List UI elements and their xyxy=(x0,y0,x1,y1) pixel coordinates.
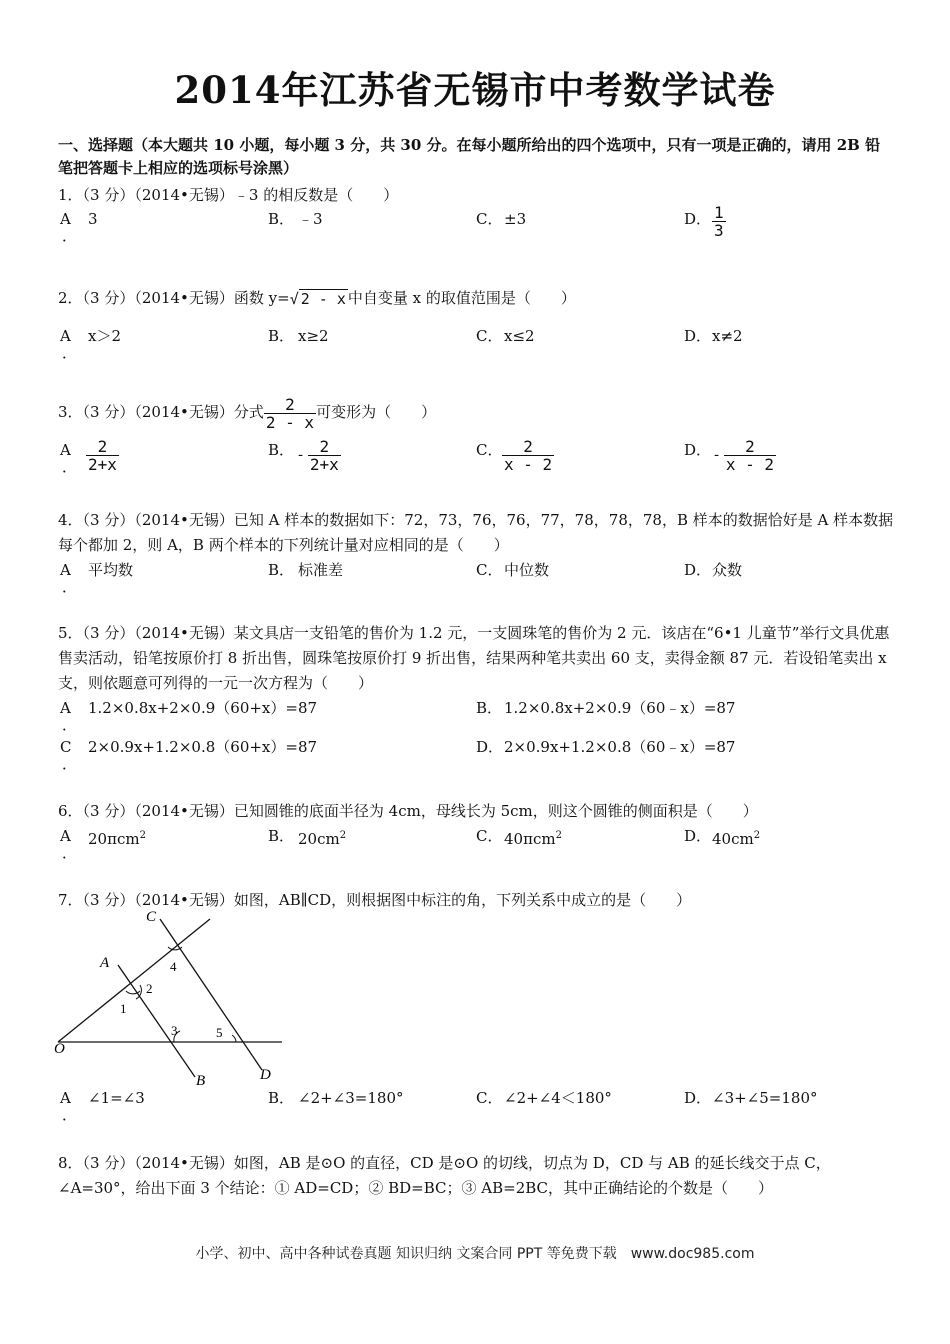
fraction: $\frac{1}{3}$ xyxy=(714,203,724,240)
q1-option-d xyxy=(712,204,726,239)
line-ab xyxy=(118,965,195,1077)
q3-option-b: - $\frac{2}{2+x}$ xyxy=(298,437,339,474)
option-letter-a: A xyxy=(60,210,71,228)
label-b: B xyxy=(196,1073,206,1087)
q5-option-d: 2×0.9x+1.2×0.8（60﹣x）=87 xyxy=(504,738,736,756)
question-5-options-row-1: A ． 1.2×0.8x+2×0.9（60+x）=87 B． 1.2×0.8x+2×0.9（60﹣x）=87 xyxy=(58,696,894,740)
q1-option-c: ±3 xyxy=(504,210,527,228)
question-4-options: A ． 平均数 B． 标准差 C． 中位数 D． 众数 xyxy=(58,558,894,602)
angle-label-5: 5 xyxy=(216,1025,223,1040)
angle-arc-5 xyxy=(232,1035,236,1042)
q2-option-b: x≥2 xyxy=(298,327,329,345)
q1-option-a: 3 xyxy=(88,210,98,228)
line-oc xyxy=(58,919,210,1042)
q4-option-c: 中位数 xyxy=(504,561,550,579)
q6-option-b: $20cm^2$ xyxy=(298,830,347,848)
question-1-options xyxy=(58,203,894,251)
question-4-stem: 4．（3 分）（2014•无锡）已知 A 样本的数据如下：72，73，76，76，77，78，78，78，B 样本的数据恰好是 A 样本数据每个都加 2，则 A，B 两个样本的下列统计量对应相同的是（ ） xyxy=(58,511,894,554)
square-root: √ 2 - x xyxy=(289,289,346,308)
label-o: O xyxy=(54,1041,65,1057)
q5-option-b: 1.2×0.8x+2×0.9（60﹣x）=87 xyxy=(504,699,736,717)
q6-option-a: 20πcm$^2$ xyxy=(88,830,146,848)
q4-option-d: 众数 xyxy=(712,561,743,579)
angle-label-3: 3 xyxy=(171,1023,178,1038)
q7-option-b: ∠2+∠3=180° xyxy=(298,1089,404,1107)
q2-option-d: x≠2 xyxy=(712,327,743,345)
footer-text: 小学、初中、高中各种试卷真题 知识归纳 文案合同 PPT 等免费下载 www.doc985.com xyxy=(195,1246,755,1262)
angle-label-2: 2 xyxy=(146,981,153,996)
question-1-stem: 1．（3 分）（2014•无锡）﹣3 的相反数是（ ） xyxy=(58,186,399,204)
q3-option-a: $\frac{2}{2+x}$ xyxy=(88,437,117,474)
option-dot: ． xyxy=(62,227,78,245)
angle-label-4: 4 xyxy=(170,959,177,974)
question-2-stem: 2．（3 分）（2014•无锡）函数 y=√ 2 - x 中自变量 x 的取值范围是（ ） xyxy=(58,286,894,312)
q2-option-c: x≤2 xyxy=(504,327,535,345)
q7-option-d: ∠3+∠5=180° xyxy=(712,1089,818,1107)
question-3-stem: 3．（3 分）（2014•无锡）分式 $\frac{2}{2 - x}$ 可变形为（ ） xyxy=(58,394,437,432)
q6-option-d: $40cm^2$ xyxy=(712,830,761,848)
q7-option-c: ∠2+∠4＜180° xyxy=(504,1089,612,1107)
question-8-stem: 8．（3 分）（2014•无锡）如图，AB 是⊙O 的直径，CD 是⊙O 的切线，切点为 D，CD 与 AB 的延长线交于点 C，∠A=30°，给出下面 3 个结论：① AD=CD；② BD=BC；③ AB=2BC，其中正确结论的个数是（ ） xyxy=(58,1154,831,1197)
label-d: D xyxy=(260,1067,271,1083)
option-letter-c: C． xyxy=(476,210,503,228)
option-letter-b: B． xyxy=(268,210,295,228)
geometry-figure xyxy=(50,905,290,1087)
option-letter-d: D． xyxy=(684,210,712,228)
section-heading: 一、选择题（本大题共 10 小题，每小题 3 分，共 30 分。在每小题所给出的四个选项中，只有一项是正确的，请用 2B 铅笔把答题卡上相应的选项标号涂黑） xyxy=(58,136,881,177)
question-3-options: A ． $\frac{2}{2+x}$ B． - $\frac{2}{2+x}$ C． $\frac{2}{x - 2}$ D． - $\frac{2}{x - 2}$ xyxy=(60,437,775,476)
q3-option-c: $\frac{2}{x - 2}$ xyxy=(504,437,553,474)
question-6-stem: 6．（3 分）（2014•无锡）已知圆锥的底面半径为 4cm，母线长为 5cm，则这个圆锥的侧面积是（ ） xyxy=(58,802,758,820)
question-6-options: A ． 20πcm$^2$ B． $20cm^2$ C． 40πcm$^2$ D． $40cm^2$ xyxy=(58,824,894,868)
question-7-stem: 7．（3 分）（2014•无锡）如图，AB∥CD，则根据图中标注的角，下列关系中成立的是（ ） xyxy=(58,891,692,909)
q3-option-d: - $\frac{2}{x - 2}$ xyxy=(714,437,775,474)
question-5-stem: 5．（3 分）（2014•无锡）某文具店一支铅笔的售价为 1.2 元，一支圆珠笔的售价为 2 元．该店在“6•1 儿童节”举行文具优惠售卖活动，铅笔按原价打 8 折出售，圆珠笔按原价打 9 折出售，结果两种笔共卖出 60 支，卖得金额 87 元．若设铅笔卖出 x 支，则依题意可列得的一元一次方程为（ ） xyxy=(58,624,890,692)
q1-option-b: ﹣3 xyxy=(298,210,323,228)
q4-option-a: 平均数 xyxy=(88,561,134,579)
question-5-options-row-2: C ． 2×0.9x+1.2×0.8（60+x）=87 D． 2×0.9x+1.2×0.8（60﹣x）=87 xyxy=(58,735,894,779)
q5-option-a: 1.2×0.8x+2×0.9（60+x）=87 xyxy=(88,699,318,717)
label-a: A xyxy=(100,955,110,971)
q6-option-c: 40πcm$^2$ xyxy=(504,830,562,848)
q5-option-c: 2×0.9x+1.2×0.8（60+x）=87 xyxy=(88,738,318,756)
label-c: C xyxy=(146,909,157,925)
question-7-options: A ． ∠1=∠3 B． ∠2+∠3=180° C． ∠2+∠4＜180° D． ∠3+∠5=180° xyxy=(58,1086,894,1130)
fraction: $\frac{2}{2 - x}$ xyxy=(265,394,315,432)
q4-option-b: 标准差 xyxy=(298,561,344,579)
q2-option-a: x＞2 xyxy=(88,327,122,345)
q7-option-a: ∠1=∠3 xyxy=(88,1089,145,1107)
angle-label-1: 1 xyxy=(120,1001,127,1016)
question-2-options: A ． x＞2 B． x≥2 C． x≤2 D． x≠2 xyxy=(58,324,894,368)
page-title: 2014年江苏省无锡市中考数学试卷 xyxy=(174,68,776,112)
